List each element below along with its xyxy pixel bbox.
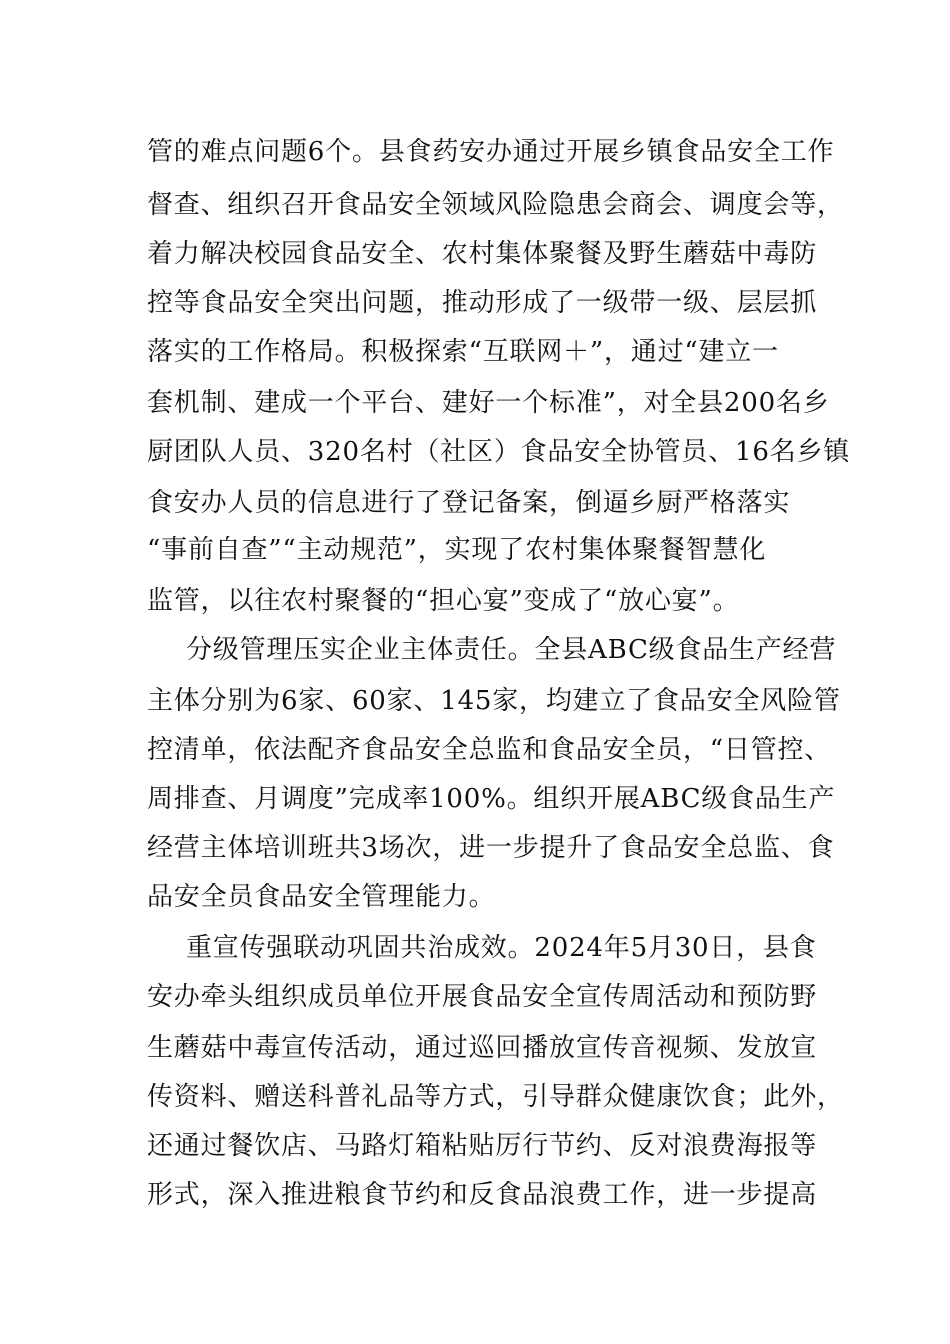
text-line: 管的难点问题6个。县食药安办通过开展乡镇食品安全工作 xyxy=(147,137,835,167)
text-line: 控等食品安全突出问题，推动形成了一级带一级、层层抓 xyxy=(147,288,818,318)
text-line: 督查、组织召开食品安全领域风险隐患会商会、调度会等， xyxy=(147,190,844,220)
text-line: 还通过餐饮店、马路灯箱粘贴厉行节约、反对浪费海报等 xyxy=(147,1131,818,1161)
text-line: 食安办人员的信息进行了登记备案，倒逼乡厨严格落实 xyxy=(147,488,791,518)
text-line: 生蘑菇中毒宣传活动，通过巡回播放宣传音视频、发放宣 xyxy=(147,1033,818,1063)
text-line: 品安全员食品安全管理能力。 xyxy=(147,882,496,912)
text-line: 主体分别为6家、60家、145家，均建立了食品安全风险管 xyxy=(147,686,841,716)
text-line: 形式，深入推进粮食节约和反食品浪费工作，进一步提高 xyxy=(147,1180,818,1210)
text-line: 经营主体培训班共3场次，进一步提升了食品安全总监、食 xyxy=(147,833,835,863)
paragraph-heading-line: 重宣传强联动巩固共治成效。2024年5月30日，县食 xyxy=(186,933,817,963)
text-line: 安办牵头组织成员单位开展食品安全宣传周活动和预防野 xyxy=(147,982,818,1012)
paragraph-heading-line: 分级管理压实企业主体责任。全县ABC级食品生产经营 xyxy=(186,635,837,665)
text-line: 周排查、月调度”完成率100%。组织开展ABC级食品生产 xyxy=(147,784,836,814)
text-line: 控清单，依法配齐食品安全总监和食品安全员，“日管控、 xyxy=(147,735,832,765)
text-line: “事前自查”“主动规范”，实现了农村集体聚餐智慧化 xyxy=(147,535,767,565)
text-line: 着力解决校园食品安全、农村集体聚餐及野生蘑菇中毒防 xyxy=(147,239,818,269)
text-line: 落实的工作格局。积极探索“互联网＋”，通过“建立一 xyxy=(147,337,779,367)
text-line: 套机制、建成一个平台、建好一个标准”，对全县200名乡 xyxy=(147,388,830,418)
text-line: 厨团队人员、320名村（社区）食品安全协管员、16名乡镇 xyxy=(147,437,851,467)
text-line: 传资料、赠送科普礼品等方式，引导群众健康饮食；此外， xyxy=(147,1082,844,1112)
text-line: 监管，以往农村聚餐的“担心宴”变成了“放心宴”。 xyxy=(147,586,740,616)
